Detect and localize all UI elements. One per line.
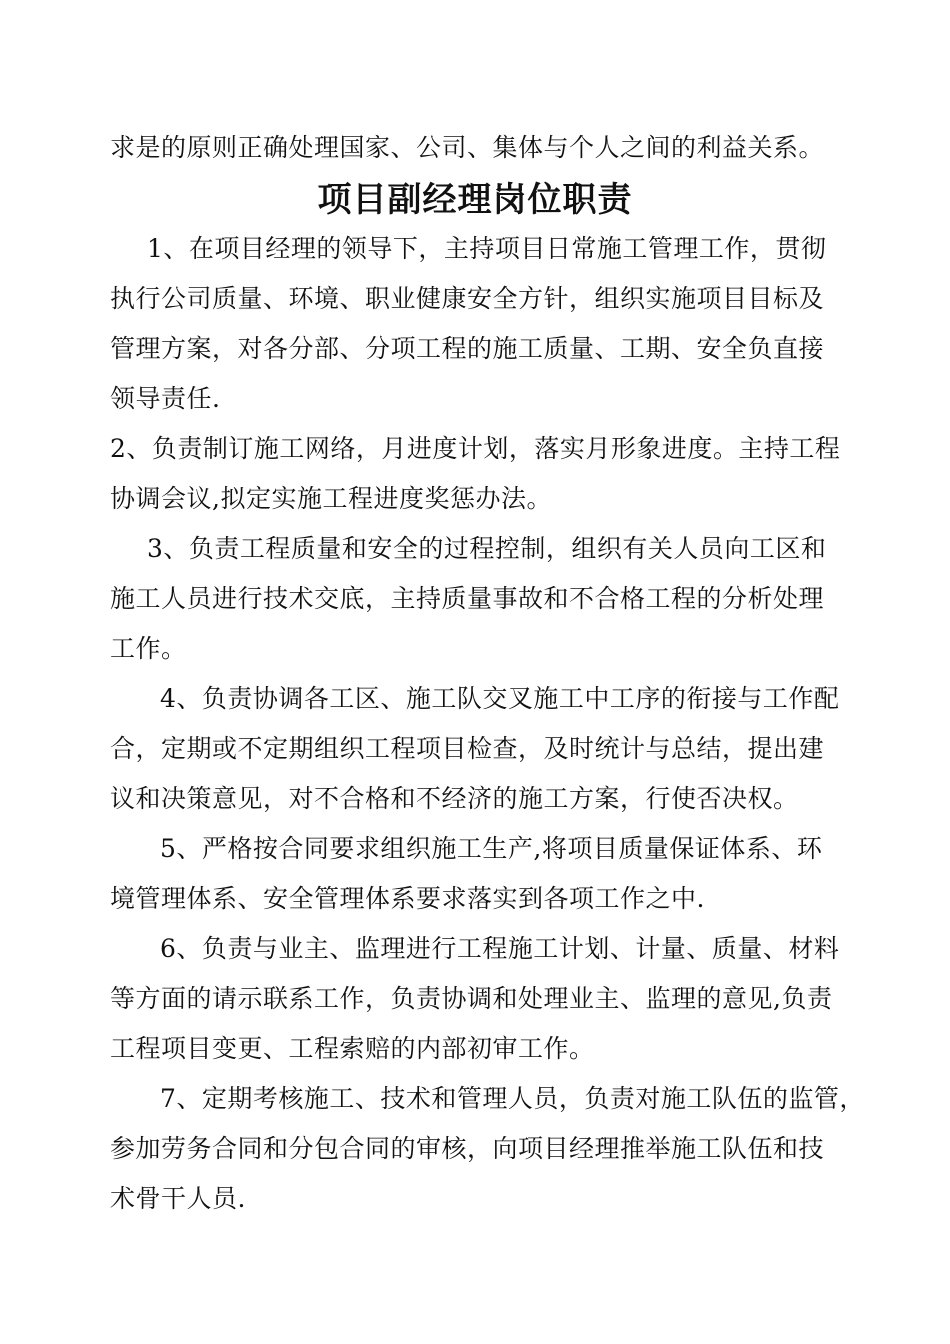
paragraph-line: 7、定期考核施工、技术和管理人员，负责对施工队伍的监管， <box>160 1084 865 1113</box>
paragraph-line: 参加劳务合同和分包合同的审核，向项目经理推举施工队伍和技 <box>110 1134 825 1163</box>
paragraph-line: 6、负责与业主、监理进行工程施工计划、计量、质量、材料 <box>160 934 840 963</box>
intro-line: 求是的原则正确处理国家、公司、集体与个人之间的利益关系。 <box>110 133 825 162</box>
paragraph-line: 工程项目变更、工程索赔的内部初审工作。 <box>110 1034 595 1063</box>
paragraph-line: 执行公司质量、环境、职业健康安全方针，组织实施项目目标及 <box>110 284 825 313</box>
paragraph-line: 2、负责制订施工网络，月进度计划，落实月形象进度。主持工程 <box>110 434 841 463</box>
paragraph-line: 领导责任. <box>110 384 221 413</box>
paragraph-line: 施工人员进行技术交底，主持质量事故和不合格工程的分析处理 <box>110 584 825 613</box>
paragraph-line: 管理方案，对各分部、分项工程的施工质量、工期、安全负直接 <box>110 334 825 363</box>
paragraph-line: 协调会议,拟定实施工程进度奖惩办法。 <box>110 484 552 513</box>
paragraph-line: 术骨干人员. <box>110 1184 246 1213</box>
paragraph-line: 议和决策意见，对不合格和不经济的施工方案，行使否决权。 <box>110 784 799 813</box>
paragraph-line: 3、负责工程质量和安全的过程控制，组织有关人员向工区和 <box>147 534 827 563</box>
paragraph-line: 1、在项目经理的领导下，主持项目日常施工管理工作，贯彻 <box>147 234 827 263</box>
paragraph-line: 境管理体系、安全管理体系要求落实到各项工作之中. <box>110 884 705 913</box>
paragraph-line: 工作。 <box>110 634 187 663</box>
paragraph-line: 等方面的请示联系工作，负责协调和处理业主、监理的意见,负责 <box>110 984 833 1013</box>
paragraph-line: 合，定期或不定期组织工程项目检查，及时统计与总结，提出建 <box>110 734 825 763</box>
page-title: 项目副经理岗位职责 <box>317 180 633 220</box>
paragraph-line: 4、负责协调各工区、施工队交叉施工中工序的衔接与工作配 <box>160 684 840 713</box>
paragraph-line: 5、严格按合同要求组织施工生产,将项目质量保证体系、环 <box>160 834 823 863</box>
